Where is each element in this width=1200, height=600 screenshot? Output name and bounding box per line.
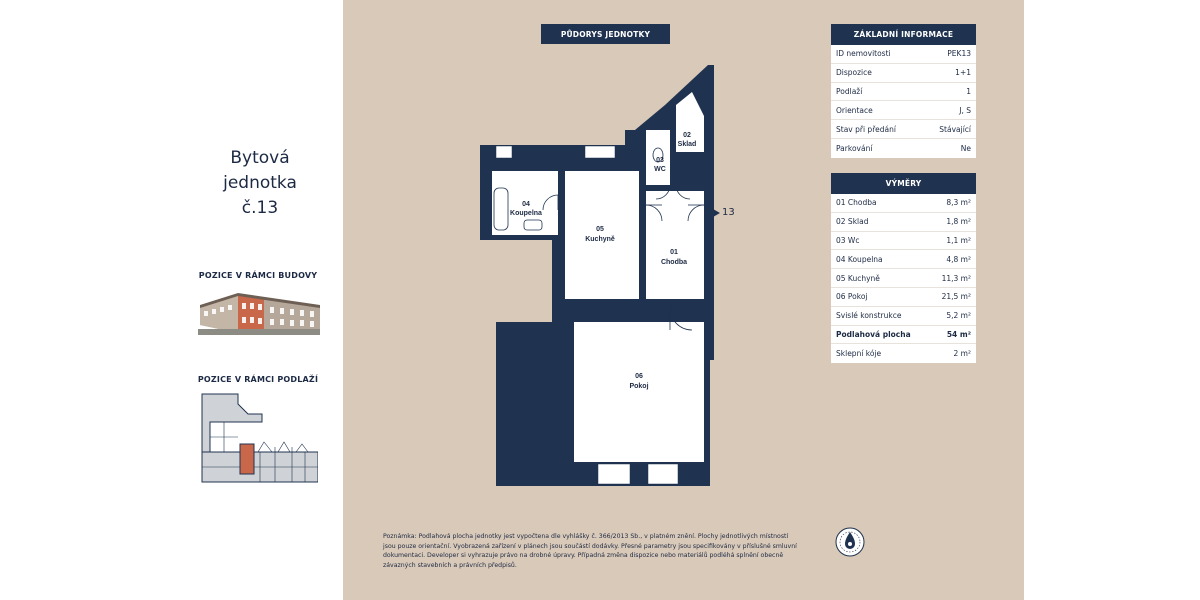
room-01-number: 01 [670, 249, 678, 256]
row-value: 21,5 m² [941, 292, 971, 302]
building-position-label: POZICE V RÁMCI BUDOVY [198, 271, 318, 280]
row-value: 5,2 m² [946, 311, 971, 321]
room-05-number: 05 [596, 226, 604, 233]
row-value: J, S [959, 105, 971, 115]
basic-info-row [831, 139, 976, 158]
unit-title [190, 146, 330, 221]
area-row [831, 194, 976, 213]
row-label: 02 Sklad [836, 217, 869, 227]
basic-info-row [831, 45, 976, 64]
building-thumbnail [198, 285, 320, 335]
room-05-name: Kuchyně [585, 236, 615, 243]
basic-info-row [831, 83, 976, 102]
room-06-name: Pokoj [629, 383, 649, 390]
basic-info-title: ZÁKLADNÍ INFORMACE [831, 24, 976, 45]
room-03-name: WC [654, 166, 666, 173]
row-value: 1+1 [955, 68, 971, 78]
disclaimer-note: Poznámka: Podlahová plocha jednotky jest vypočtena dle vyhlášky č. 366/2013 Sb., v platném znění. Plochy jednotlivých místností jsou pouze orientační. Vyobrazená zařízení v plánech jsou součástí dodávky. Přesné parametry jsou specifikovány v příslušné smluvní dokumentaci. Developer si vyhrazuje právo na drobné úpravy. Případná změna dispozice nebo materiálů podléhá splnění obecně závazných stavebních a právních předpisů. [383, 533, 797, 569]
row-label: Parkování [836, 143, 873, 153]
room-03-number: 03 [656, 157, 664, 164]
area-row-total [831, 326, 976, 345]
floor-position-label: POZICE V RÁMCI PODLAŽÍ [197, 375, 319, 384]
row-value: Ne [960, 143, 971, 153]
floorplan [470, 60, 730, 490]
row-label: Sklepní kóje [836, 349, 882, 359]
floorplan-header: PŮDORYS JEDNOTKY [541, 24, 670, 44]
row-value: 1,8 m² [946, 217, 971, 227]
row-label: Podlahová plocha [836, 329, 911, 339]
basic-info-table [831, 24, 976, 158]
room-02-name: Sklad [677, 141, 697, 148]
area-row [831, 288, 976, 307]
floor-thumbnail [200, 392, 318, 484]
row-label: 05 Kuchyně [836, 273, 880, 283]
room-02-number: 02 [683, 132, 691, 139]
row-value: PEK13 [947, 49, 971, 59]
room-04-name: Koupelna [510, 210, 542, 217]
row-label: ID nemovitosti [836, 49, 891, 59]
row-label: 01 Chodba [836, 198, 877, 208]
row-value: 4,8 m² [946, 254, 971, 264]
left-panel [0, 0, 343, 600]
row-value: 8,3 m² [946, 198, 971, 208]
row-label: 03 Wc [836, 235, 860, 245]
row-value: 1,1 m² [946, 235, 971, 245]
compass-icon [834, 526, 866, 558]
row-value: 11,3 m² [941, 273, 971, 283]
room-06-number: 06 [635, 373, 643, 380]
basic-info-row [831, 120, 976, 139]
basic-info-row [831, 64, 976, 83]
row-label: Svislé konstrukce [836, 311, 902, 321]
unit-title-line-1: Bytová [230, 148, 290, 168]
row-value: 1 [966, 86, 971, 96]
room-06-floor [574, 322, 704, 462]
area-row [831, 232, 976, 251]
area-row [831, 269, 976, 288]
areas-table [831, 173, 976, 363]
row-value: 54 m² [946, 329, 971, 339]
area-row [831, 250, 976, 269]
area-row [831, 307, 976, 326]
entry-arrow-icon [713, 209, 720, 217]
row-label: Podlaží [836, 86, 863, 96]
unit-title-line-3: č.13 [241, 198, 279, 218]
row-label: 04 Koupelna [836, 254, 883, 264]
row-label: Orientace [836, 105, 873, 115]
area-row [831, 213, 976, 232]
row-label: 06 Pokoj [836, 292, 868, 302]
room-04-number: 04 [522, 201, 530, 208]
row-value: Stávající [939, 124, 971, 134]
row-value: 2 m² [953, 349, 971, 359]
room-05-floor [565, 171, 639, 299]
areas-title: VÝMĚRY [831, 173, 976, 194]
row-label: Dispozice [836, 68, 872, 78]
right-margin [1024, 0, 1200, 600]
basic-info-row [831, 101, 976, 120]
area-row [831, 344, 976, 363]
row-label: Stav při předání [836, 124, 896, 134]
room-01-name: Chodba [660, 259, 688, 266]
unit-title-line-2: jednotka [223, 173, 297, 193]
entry-marker-label: 13 [722, 207, 735, 218]
